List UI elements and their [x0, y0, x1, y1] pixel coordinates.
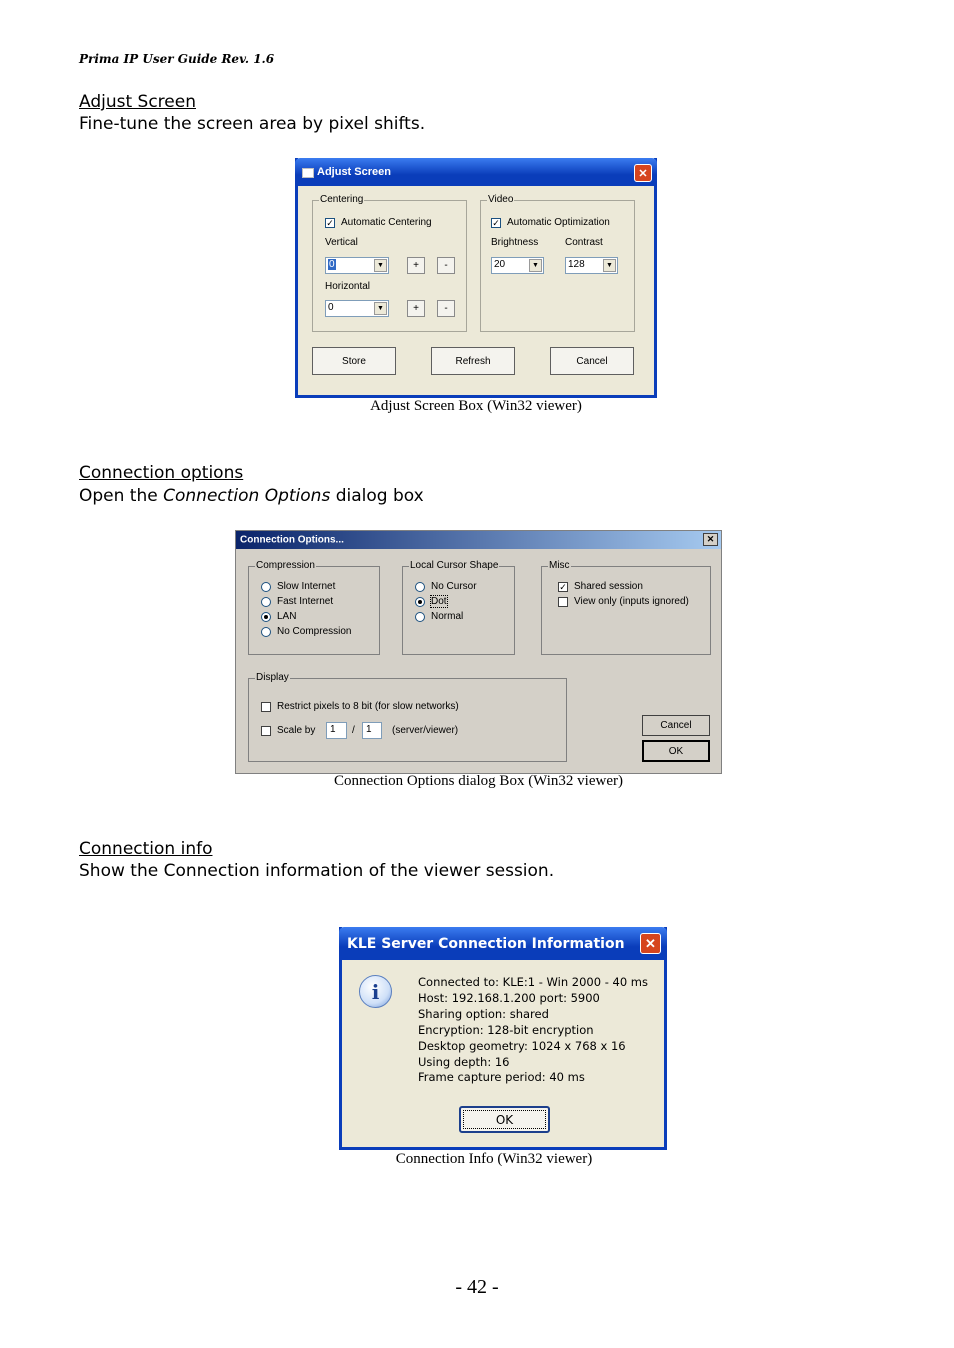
connection-options-dialog: [235, 530, 722, 774]
info-line: Host: 192.168.1.200 port: 5900: [418, 990, 600, 1005]
desc-text: Open the: [79, 486, 164, 506]
brightness-label: Brightness: [491, 237, 539, 248]
document-header: Prima IP User Guide Rev. 1.6: [79, 52, 275, 66]
store-button[interactable]: Store: [312, 347, 396, 375]
radio-normal[interactable]: [415, 612, 425, 622]
brightness-select[interactable]: [491, 257, 544, 274]
adjust-screen-title: Adjust Screen: [317, 166, 391, 178]
horizontal-minus-button[interactable]: -: [437, 300, 455, 317]
horizontal-label: Horizontal: [325, 281, 371, 292]
info-icon: [359, 975, 392, 1008]
info-icon-glyph: i: [371, 979, 380, 1004]
desc-text: dialog box: [330, 486, 424, 506]
info-line: Desktop geometry: 1024 x 768 x 16: [418, 1038, 626, 1053]
adjust-screen-titlebar[interactable]: [295, 158, 657, 186]
horizontal-value: 0: [328, 302, 334, 313]
chevron-down-icon[interactable]: ▼: [374, 259, 387, 272]
compression-legend: Compression: [256, 560, 315, 571]
centering-legend: Centering: [320, 194, 364, 205]
page-number: - 42 -: [455, 1276, 499, 1298]
caption-adjust-screen: Adjust Screen Box (Win32 viewer): [370, 398, 582, 414]
section-desc-connection-info: Show the Connection information of the viewer session.: [79, 861, 555, 881]
close-icon[interactable]: ✕: [634, 164, 652, 182]
misc-legend: Misc: [549, 560, 570, 571]
label-slow-internet: Slow Internet: [277, 581, 336, 592]
chevron-down-icon[interactable]: ▼: [603, 259, 616, 272]
section-title-connection-options: Connection options: [79, 463, 244, 483]
view-only-label: View only (inputs ignored): [574, 596, 689, 607]
contrast-select[interactable]: [565, 257, 618, 274]
label-no-compression: No Compression: [277, 626, 352, 637]
cursor-shape-group: [402, 560, 515, 655]
refresh-button[interactable]: Refresh: [431, 347, 515, 375]
close-icon[interactable]: ✕: [640, 933, 661, 954]
compression-group: [248, 560, 380, 655]
display-legend: Display: [256, 672, 289, 683]
radio-fast-internet[interactable]: [261, 597, 271, 607]
radio-dot[interactable]: [415, 597, 425, 607]
info-line: Sharing option: shared: [418, 1006, 549, 1021]
scale-by-label: Scale by: [277, 725, 316, 736]
automatic-optimization-checkbox[interactable]: ✓: [492, 218, 500, 228]
ok-button[interactable]: OK: [459, 1106, 550, 1133]
display-group: [248, 672, 567, 762]
section-title-adjust-screen: Adjust Screen: [79, 92, 196, 112]
info-line: Using depth: 16: [418, 1054, 510, 1069]
section-title-connection-info: Connection info: [79, 839, 213, 859]
radio-no-cursor[interactable]: [415, 582, 425, 592]
label-lan: LAN: [277, 611, 297, 622]
vertical-plus-button[interactable]: +: [407, 257, 425, 274]
label-no-cursor: No Cursor: [431, 581, 477, 592]
connection-info-text: [418, 975, 648, 1086]
vertical-select[interactable]: [325, 257, 389, 274]
scale-denominator-input[interactable]: 1: [362, 722, 382, 739]
scale-by-checkbox[interactable]: [261, 726, 271, 736]
chevron-down-icon[interactable]: ▼: [529, 259, 542, 272]
caption-connection-info: Connection Info (Win32 viewer): [395, 1151, 593, 1167]
label-fast-internet: Fast Internet: [277, 596, 334, 607]
caption-connection-options: Connection Options dialog Box (Win32 viewer): [334, 773, 623, 789]
label-normal: Normal: [431, 611, 464, 622]
info-line: Frame capture period: 40 ms: [418, 1070, 585, 1085]
vertical-label: Vertical: [325, 237, 358, 248]
horizontal-plus-button[interactable]: +: [407, 300, 425, 317]
section-desc-adjust-screen: Fine-tune the screen area by pixel shifts.: [79, 114, 426, 134]
contrast-label: Contrast: [565, 237, 603, 248]
centering-group: [312, 194, 467, 332]
cancel-button[interactable]: Cancel: [642, 715, 710, 736]
radio-no-compression[interactable]: [261, 627, 271, 637]
automatic-centering-label: Automatic Centering: [341, 217, 432, 228]
close-icon[interactable]: ✕: [703, 533, 718, 546]
chevron-down-icon[interactable]: ▼: [374, 302, 387, 315]
automatic-optimization-label: Automatic Optimization: [507, 217, 610, 228]
restrict-pixels-checkbox[interactable]: [261, 702, 271, 712]
connection-info-title: KLE Server Connection Information: [347, 935, 625, 952]
view-only-checkbox[interactable]: [558, 597, 568, 607]
cancel-button[interactable]: Cancel: [550, 347, 634, 375]
desc-emphasis: Connection Options: [163, 486, 331, 506]
connection-options-title: Connection Options...: [240, 534, 344, 546]
video-group: [480, 194, 635, 332]
brightness-value: 20: [494, 259, 506, 270]
scale-slash: /: [352, 725, 355, 736]
info-line: Encryption: 128-bit encryption: [418, 1022, 594, 1037]
restrict-pixels-label: Restrict pixels to 8 bit (for slow networks): [277, 701, 459, 712]
info-line: Connected to: KLE:1 - Win 2000 - 40 ms: [418, 975, 648, 989]
label-dot: Dot: [431, 596, 447, 607]
vertical-value: 0: [329, 259, 335, 270]
video-legend: Video: [488, 194, 514, 205]
radio-lan[interactable]: [261, 612, 271, 622]
connection-info-dialog: [339, 927, 667, 1150]
radio-slow-internet[interactable]: [261, 582, 271, 592]
cursor-shape-legend: Local Cursor Shape: [410, 560, 499, 571]
scale-suffix-label: (server/viewer): [392, 725, 459, 736]
shared-session-label: Shared session: [574, 581, 643, 592]
automatic-centering-checkbox[interactable]: ✓: [326, 218, 334, 228]
contrast-value: 128: [568, 259, 585, 270]
window-icon: [302, 168, 314, 178]
adjust-screen-dialog: [295, 158, 657, 398]
scale-numerator-input[interactable]: 1: [326, 722, 347, 739]
ok-button[interactable]: OK: [642, 740, 710, 762]
misc-group: [541, 560, 711, 655]
connection-options-titlebar[interactable]: [236, 531, 721, 549]
horizontal-select[interactable]: [325, 300, 389, 317]
vertical-minus-button[interactable]: -: [437, 257, 455, 274]
connection-info-titlebar[interactable]: [339, 927, 667, 960]
section-desc-connection-options: [79, 486, 424, 506]
shared-session-checkbox[interactable]: ✓: [559, 582, 567, 592]
